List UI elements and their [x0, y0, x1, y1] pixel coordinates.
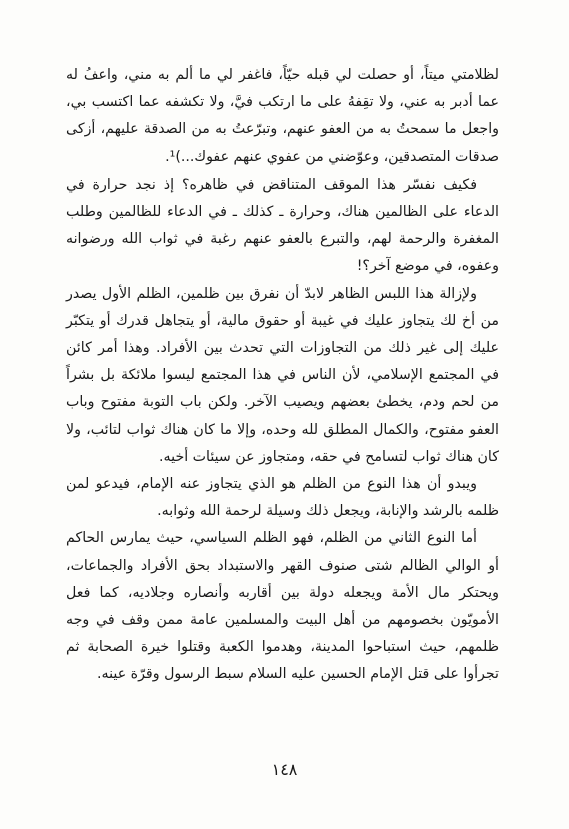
paragraph-quote-continuation: لظلامتي ميتاً، أو حصلت لي قبله حيّاً، فاغفر لي ما ألم به مني، واعفُ له عما أدبر به عني، ولا تقِفهُ على ما ارتكب فيَّ، ولا تكشفه عما اكتسب بي، واجعل ما سمحتُ به من العفو عنهم، وتبرّعتُ به من الصدقة عليهم، أزكى صدقات المتصدقين، وعوّضني من عفوي عنهم عفوك...)¹.	[66, 67, 499, 165]
body-text	[66, 62, 499, 689]
page-number: ١٤٨	[271, 760, 298, 779]
paragraph-first-injustice: ولإزالة هذا اللبس الظاهر لابدّ أن نفرق بين ظلمين، الظلم الأول يصدر من أخ لك يتجاوز عليك في غيبة أو حقوق مالية، أو يتجاهل قدرك أو يتكبّر عليك إلى غير ذلك من التجاوزات التي تحدث بين الأفراد. وهذا أمر كائن في المجتمع الإسلامي، لأن الناس في هذا المجتمع ليسوا ملائكة بل بشراً من لحم ودم، يخطئ بعضهم ويصيب الآخر. ولكن باب التوبة مفتوح وباب العفو مفتوح، والكمال المطلق لله وحده، وإلا ما كان هناك ثواب لتائب، ولا كان هناك ثواب لتسامح في حقه، ومتجاوز عن سيئات أخيه.	[66, 285, 499, 465]
paragraph-question: فكيف نفسّر هذا الموقف المتناقض في ظاهره؟ إذ نجد حرارة في الدعاء على الظالمين هناك، وحرارة ـ كذلك ـ في الدعاء للظالمين وطلب المغفرة والرحمة لهم، والتبرع بالعفو عنهم رغبة في ثواب الله ورضوانه وعفوه، في موضع آخر؟!	[66, 176, 499, 275]
paragraph-forgiveness: ويبدو أن هذا النوع من الظلم هو الذي يتجاوز عنه الإمام، فيدعو لمن ظلمه بالرشد والإنابة، ويجعل ذلك وسيلة لرحمة الله وثوابه.	[66, 476, 499, 520]
paragraph-political-injustice: أما النوع الثاني من الظلم، فهو الظلم السياسي، حيث يمارس الحاكم أو الوالي الظالم شتى صنوف القهر والاستبداد بحق الأفراد والجماعات، ويحتكر مال الأمة ويجعله دولة بين أقاربه وأنصاره وجلاديه، كما فعل الأمويّون بخصومهم من أهل البيت والمسلمين عامة ممن وقف في وجه ظلمهم، حيث استباحوا المدينة، وهدموا الكعبة وقتلوا خيرة الصحابة ثم تجرأوا على قتل الإمام الحسين عليه السلام سبط الرسول وقرّة عينه.	[66, 530, 499, 683]
